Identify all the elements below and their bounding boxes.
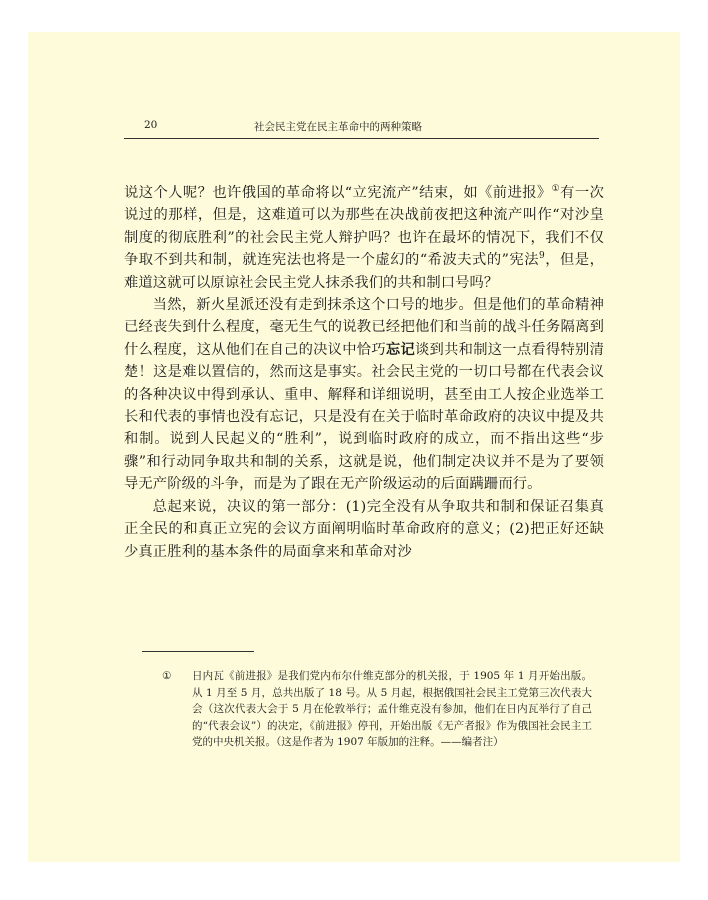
paragraph-2-text-a: 当然，新火星派还没有走到抹杀这个口号的地步。但是他们的革命精神已经丧失到什么程度，毫无生气的说教已经把他们和当前的战斗任务隔离到什么程度，这从他们在自己的决议中恰巧 — [124, 297, 604, 358]
paragraph-2-text-b: 谈到共和制这一点看得特别清楚！这是难以置信的，然而这是事实。社会民主党的一切口号都在代表会议的各种决议中得到承认、重申、解释和详细说明，甚至由工人按企业选举工长和代表的事情也没有忘记，只是没有在关于临时革命政府的决议中提及共和制。说到人民起义的“胜利”，说到临时政府的成立，而不指出这些“步骤”和行动同争取共和制的关系，这就是说，他们制定决议并不是为了要领导无产阶级的斗争，而是为了跟在无产阶级运动的后面蹒跚而行。 — [124, 341, 604, 493]
endnote-reference: 9 — [539, 251, 545, 262]
paragraph-3-text: 总起来说，决议的第一部分：(1)完全没有从争取共和制和保证召集真正全民的和真正立宪的会议方面阐明临时革命政府的意义；(2)把正好还缺少真正胜利的基本条件的局面拿来和革命对沙 — [124, 498, 604, 560]
page-number: 20 — [144, 119, 158, 131]
page-header — [124, 116, 599, 139]
paragraph-1-text-b: 有一次说过的那样，但是，这难道可以为那些在决战前夜把这种流产叫作“对沙皇制度的彻底胜利”的社会民主党人辩护吗？也许在最坏的情况下，我们不仅争取不到共和制，就连宪法也将是一个虚幻的“希波夫式的”宪法 — [124, 185, 604, 269]
footnote-text: 日内瓦《前进报》是我们党内布尔什维克部分的机关报，于 1905 年 1 月开始出版。从 1 月至 5 月，总共出版了 18 号。从 5 月起，根据俄国社会民主工党第三次代表大会（这次代表大会于 5 月在伦敦举行；孟什维克没有参加，他们在日内瓦举行了自己的“代表会议”）的决定，《前进报》停刊，开始出版《无产者报》作为俄国社会民主工党的中央机关报。（这是作者为 1907 年版加的注释。——编者注） — [192, 670, 592, 749]
paragraph-1-text-c: ，但是，难道这就可以原谅社会民主党人抹杀我们的共和制口号吗？ — [124, 252, 604, 291]
paragraph-2 — [124, 294, 604, 496]
body-text — [124, 182, 604, 563]
footnote-divider — [142, 651, 254, 652]
paragraph-3 — [124, 496, 604, 563]
emphasis-word: 忘记 — [385, 341, 415, 358]
footnote — [162, 668, 592, 751]
paragraph-1 — [124, 182, 604, 294]
footnote-reference: ① — [551, 184, 561, 195]
footnote-marker: ① — [162, 670, 172, 682]
running-title: 社会民主党在民主革命中的两种策略 — [254, 121, 422, 133]
paragraph-1-text-a: 说这个人呢？也许俄国的革命将以“立宪流产”结束，如《前进报》 — [124, 185, 552, 201]
